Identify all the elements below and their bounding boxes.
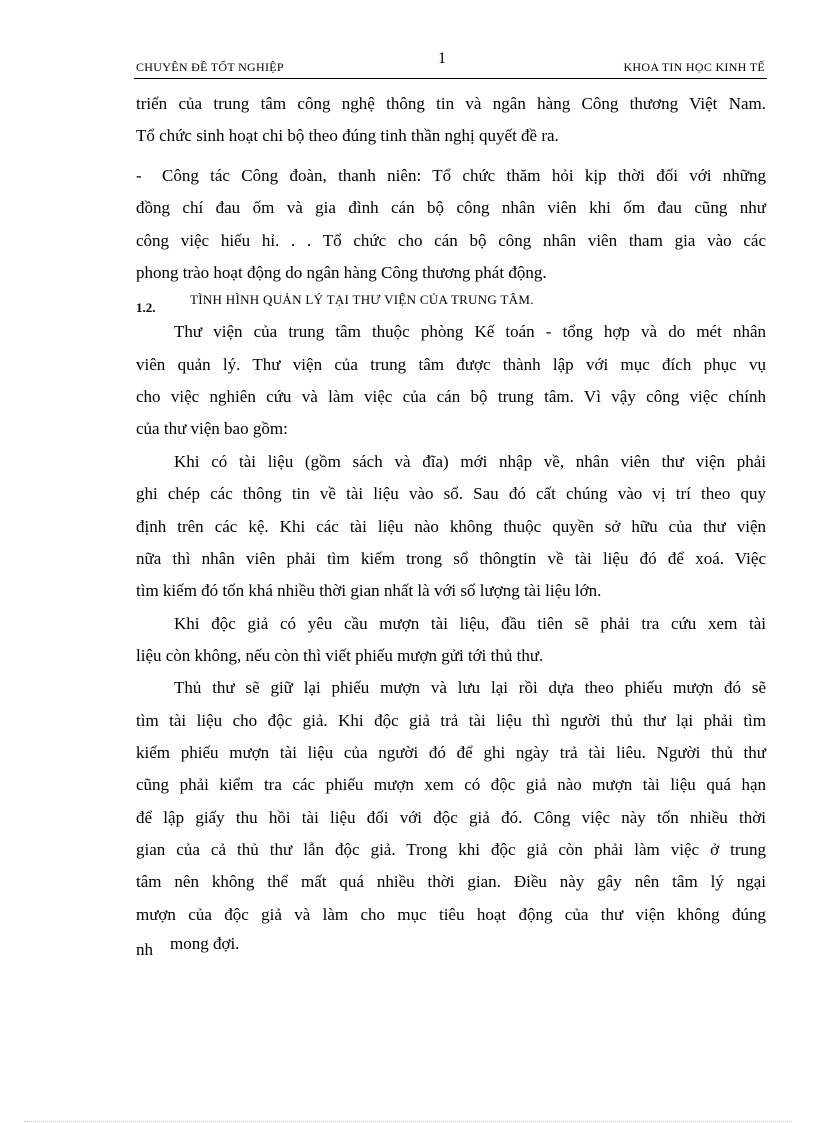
text-line: Thủ thư sẽ giữ lại phiếu mượn và lưu lại rồi dựa theo phiếu mượn đó sẽ [174,678,766,697]
text-line: triển của trung tâm công nghệ thông tin và ngân hàng Công thương Việt Nam. [136,94,766,113]
text-line: Thư viện của trung tâm thuộc phòng Kế toán - tổng hợp và do mét nhân [174,322,766,341]
text-line: gian của cả thủ thư lẫn độc giả. Trong khi độc giả còn phải làm việc ở trung [136,840,766,859]
text-line: cho việc nghiên cứu và làm việc của cán bộ trung tâm. Vì vậy công việc chính [136,387,766,406]
section-number: 1.2. [136,300,156,315]
text-line: của thư viện bao gồm: [136,419,288,438]
text-line: tìm tài liệu cho độc giả. Khi độc giả trả tài liệu thì người thủ thư lại phải tìm [136,711,766,730]
header-divider [134,78,767,79]
text-line: ghi chép các thông tin về tài liệu vào sổ. Sau đó cất chúng vào vị trí theo quy [136,484,766,503]
text-line: đồng chí đau ốm và gia đình cán bộ công nhân viên khi ốm đau cũng như [136,198,766,217]
header-left-title: CHUYÊN ĐỀ TỐT NGHIỆP [136,60,284,74]
page-bottom-border [24,1121,792,1122]
header-right-title: KHOA TIN HỌC KINH TẾ [623,60,765,74]
page-number: 1 [438,50,446,67]
text-line: để lập giấy thu hồi tài liệu đối với độc giả đó. Công việc này tốn nhiều thời [136,808,766,827]
section-title: TÌNH HÌNH QUẢN LÝ TẠI THƯ VIỆN CỦA TRUNG TÂM. [190,292,534,307]
text-line: phong trào hoạt động do ngân hàng Công thương phát động. [136,263,547,282]
text-line: liệu còn không, nếu còn thì viết phiếu mượn gửi tới thủ thư. [136,646,544,665]
text-line: kiếm phiếu mượn tài liệu của người đó để ghi ngày trả tài liêu. Người thủ thư [136,743,766,762]
text-fragment: nh [136,940,153,959]
text-line: định trên các kệ. Khi các tài liệu nào không thuộc quyền sở hữu của thư viện [136,517,766,536]
text-line: nữa thì nhân viên phải tìm kiếm trong sổ thôngtin về tài liệu đó để xoá. Việc [136,549,766,568]
text-line: viên quản lý. Thư viện của trung tâm được thành lập với mục đích phục vụ [136,355,766,374]
text-line: Tổ chức sinh hoạt chi bộ theo đúng tinh thần nghị quyết đề ra. [136,126,559,145]
text-line: Khi có tài liệu (gồm sách và đĩa) mới nhập về, nhân viên thư viện phải [174,452,766,471]
bullet-dash: - [136,166,142,185]
text-fragment: mong đợi. [170,934,240,953]
text-line: tâm nên không thể mất quá nhiều thời gian. Điều này gây nên tâm lý ngại [136,872,766,891]
text-line: tìm kiếm đó tốn khá nhiều thời gian nhất là với số lượng tài liệu lớn. [136,581,602,600]
text-line: Công tác Công đoàn, thanh niên: Tổ chức thăm hỏi kịp thời đối với những [162,166,766,185]
text-line: cũng phải kiểm tra các phiếu mượn xem có độc giả nào mượn tài liệu quá hạn [136,775,766,794]
text-line: Khi độc giả có yêu cầu mượn tài liệu, đầu tiên sẽ phải tra cứu xem tài [174,614,766,633]
text-line: mượn của độc giả và làm cho mục tiêu hoạt động của thư viện không đúng [136,905,766,924]
text-line: công việc hiếu hỉ. . . Tổ chức cho cán bộ công nhân viên tham gia vào các [136,231,766,250]
